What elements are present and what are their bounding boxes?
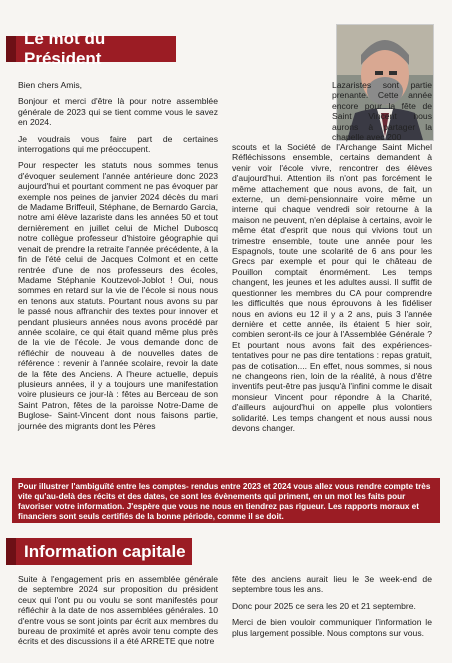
paragraph: Pour respecter les statuts nous sommes tenus d'évoquer seulement l'année antérieure donc 2023 aujourd'hui et pourtant comment ne pas évoquer par exemple nos peines de janvier 2024 décès du mari de Madame Briffeuil, Stéphane, de Bernardo Garcia, notre ami élève lazariste dans les années 50 et tout dernièrement en juillet celui de Michel Duboscq notre collègue professeur d'histoire géographie qui venait de prendre la retraite l'année précédente, à la fin de l'été celui de Jacques Colmont et en cette rentrée d'une de nos professeurs des écoles, Madame Stéphanie Koutzevol-Joblot ! Oui, nous sommes en retard sur la vie de l'école si nous nous en tenons aux statuts. Pourtant nous avons su par le passé nous affranchir des textes pour innover et pendant plusieurs années nous avons procédé par année scolaire, ce qui était quand même plus près de la vie de l'école. Je vous demande donc de réfléchir de nouveau à de nouvelles dates de référence : revenir à l'année scolaire, revoir la date de la fête des Anciens. A l'heure actuelle, depuis plusieurs années, il y a toujours une manifestation voire plusieurs ce jour-là : fêtes au Berceau de son Saint Patron, fêtes de la paroisse Notre-Dame de Buglose- Saint-Vincent dont nous faisons partie, journée des migrants dont les Pères [18,160,219,431]
paragraph: Donc pour 2025 ce sera les 20 et 21 septembre. [232,600,416,611]
section-title-president: Le mot du Président [16,36,176,62]
greeting: Bien chers Amis, [18,80,82,90]
paragraph: Bonjour et merci d'être là pour notre assemblée générale de 2023 qui se tient comme vous le savez en 2024. [18,96,218,128]
paragraph: Merci de bien vouloir communiquer l'information le plus largement possible. Nous comptons sur vous. [232,617,432,638]
paragraph: Je voudrais vous faire part de certaines interrogations qui me préoccupent. [18,133,218,155]
paragraph: scouts et la Société de l'Archange Saint Michel Réfléchissons ensemble, certains demandent à venir voir l'école vivre, rencontrer des élèves d'aujourd'hui. Attention ils n'ont pas forcément le même attachement que nous avons, de fait, un externe, un demi-pensionnaire voire même un interne qui chaque vendredi soir retourne à la maison ne peuvent, n'en déplaise à certains, avoir le même état d'esprit que nous qui vivions tout un trimestre ensemble, toute une année pour les Espagnols, toute une scolarité de 6 ans pour les Grecs par exemple et pour qui le château de Pouillon comptait énormément. Les temps changent, les jeunes et les adultes aussi. Il suffit de questionner les membres du CA pour comprendre les difficultés que nous éprouvons à les fidéliser nous en avions eu 12 il y a 2 ans, puis 3 l'année dernière et cette année, ils étaient 5 hier soir, combien seront-ils ce jour à l'Assemblée Générale ? Et pourtant nous avons fait des expériences-tentatives pour ne pas dire tentations : repas gratuit, pas de cotisation.... En effet, nous sommes, si nous ne changeons rien, loin de la réalité, à nous d'être inventifs peut-être pas jusqu'à l'infini comme le disait monsieur Vincent pour répondre à la Charité, d'ailleurs aujourd'hui on appelle plus volontiers solidarité. Les temps changent et nous aussi nous devons changer. [232,142,432,433]
paragraph: Suite à l'engagement pris en assemblée générale de septembre 2024 sur proposition du président ceux qui l'ont pu ou voulu se sont manifestés pour réfléchir à la date de nos assemblées générales. 10 d'entre vous se sont joints par écrit aux membres du bureau de proximité et après avoir tenu compte des écrits et des discussions il a été ARRETE que notre [18,574,218,647]
section-title-information: Information capitale [16,538,192,565]
paragraph: Lazaristes sont partie prenante. Cette année encore pour la fête de Saint Vincent nous aurons à partager la chapelle avec 200 [332,80,432,143]
president-letter-left-column [18,80,218,437]
highlight-box: Pour illustrer l'ambiguïté entre les comptes- rendus entre 2023 et 2024 vous allez vous rendre compte très vite qu'au-delà des récits et des dates, ce sont les évènements qui priment, en un mot les faits pour favoriser votre information. J'espère que vous ne nous en tiendrez pas rigueur. Les rapports moraux et financiers sont seuls certifiés de la bonne période, comme il se doit. [12,478,440,523]
paragraph: fête des anciens aurait lieu le 3e week-end de septembre tous les ans. [232,574,432,595]
president-letter-right-column [232,142,432,439]
information-right-column [232,574,432,644]
information-left-column [18,574,218,653]
president-letter-right-top [332,80,432,148]
